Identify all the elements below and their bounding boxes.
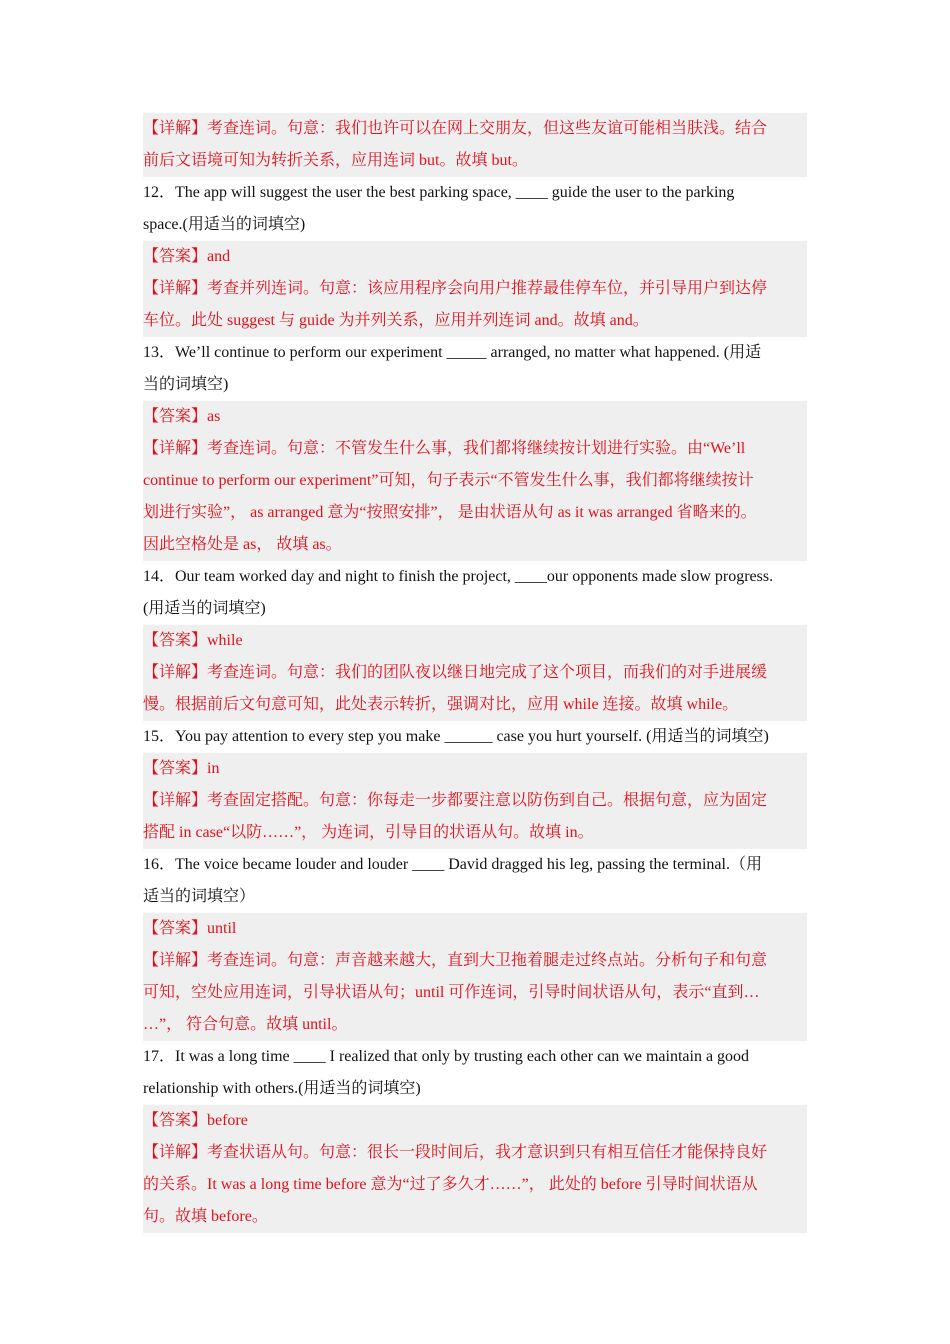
- answer-line: 【答案】in: [143, 760, 220, 777]
- answer-line: 【答案】until: [143, 920, 237, 937]
- question-15: [143, 721, 807, 753]
- explanation-line: 【详解】考查连词。句意：不管发生什么事，我们都将继续按计划进行实验。由“We’ll: [143, 440, 746, 457]
- answer-line: 【答案】as: [143, 408, 221, 425]
- document-page: [143, 113, 807, 1233]
- question-16: [143, 849, 807, 913]
- question-text-line: 当的词填空): [143, 376, 229, 393]
- question-text-line: 12．The app will suggest the user the best parking space, ____ guide the user to the parking: [143, 184, 735, 201]
- explanation-line: 前后文语境可知为转折关系，应用连词 but。故填 but。: [143, 152, 528, 169]
- question-text-line: 13．We’ll continue to perform our experiment _____ arranged, no matter what happened. (用适: [143, 344, 762, 361]
- question-text-line: 16．The voice became louder and louder ____ David dragged his leg, passing the terminal.（用: [143, 856, 762, 873]
- explanation-block-11: [143, 113, 807, 177]
- question-12: [143, 177, 807, 241]
- question-text-line: 适当的词填空）: [143, 888, 256, 905]
- explanation-line: 的关系。It was a long time before 意为“过了多久才……”， 此处的 before 引导时间状语从: [143, 1176, 758, 1193]
- answer-block-13: [143, 401, 807, 561]
- answer-line: 【答案】before: [143, 1112, 248, 1129]
- answer-line: 【答案】while: [143, 632, 243, 649]
- explanation-line: 慢。根据前后文句意可知，此处表示转折，强调对比，应用 while 连接。故填 while。: [143, 696, 739, 713]
- explanation-line: 划进行实验”， as arranged 意为“按照安排”， 是由状语从句 as it was arranged 省略来的。: [143, 504, 757, 521]
- explanation-line: 【详解】考查连词。句意：声音越来越大，直到大卫拖着腿走过终点站。分析句子和句意: [143, 952, 768, 969]
- answer-block-12: [143, 241, 807, 337]
- explanation-line: 【详解】考查连词。句意：我们也许可以在网上交朋友，但这些友谊可能相当肤浅。结合: [143, 120, 768, 137]
- question-14: [143, 561, 807, 625]
- explanation-line: 【详解】考查固定搭配。句意：你每走一步都要注意以防伤到自己。根据句意，应为固定: [143, 792, 768, 809]
- explanation-line: …”， 符合句意。故填 until。: [143, 1016, 348, 1033]
- explanation-line: 可知，空处应用连词，引导状语从句；until 可作连词，引导时间状语从句，表示“直到…: [143, 984, 760, 1001]
- explanation-line: 车位。此处 suggest 与 guide 为并列关系，应用并列连词 and。故填 and。: [143, 312, 649, 329]
- question-17: [143, 1041, 807, 1105]
- answer-line: 【答案】and: [143, 248, 231, 265]
- explanation-line: 因此空格处是 as， 故填 as。: [143, 536, 342, 553]
- question-text-line: relationship with others.(用适当的词填空): [143, 1080, 421, 1097]
- explanation-line: 【详解】考查并列连词。句意：该应用程序会向用户推荐最佳停车位，并引导用户到达停: [143, 280, 768, 297]
- explanation-line: 【详解】考查连词。句意：我们的团队夜以继日地完成了这个项目，而我们的对手进展缓: [143, 664, 768, 681]
- explanation-line: 搭配 in case“以防……”， 为连词，引导目的状语从句。故填 in。: [143, 824, 594, 841]
- question-text-line: 15．You pay attention to every step you make ______ case you hurt yourself. (用适当的词填空): [143, 728, 769, 745]
- explanation-line: 【详解】考查状语从句。句意：很长一段时间后，我才意识到只有相互信任才能保持良好: [143, 1144, 768, 1161]
- question-text-line: 17．It was a long time ____ I realized that only by trusting each other can we maintain a good: [143, 1048, 750, 1065]
- answer-block-15: [143, 753, 807, 849]
- explanation-line: continue to perform our experiment”可知，句子表示“不管发生什么事，我们都将继续按计: [143, 472, 754, 489]
- answer-block-17: [143, 1105, 807, 1233]
- answer-block-16: [143, 913, 807, 1041]
- answer-block-14: [143, 625, 807, 721]
- question-13: [143, 337, 807, 401]
- question-text-line: 14．Our team worked day and night to finish the project, ____our opponents made slow progress.: [143, 568, 774, 585]
- question-text-line: space.(用适当的词填空): [143, 216, 306, 233]
- question-text-line: (用适当的词填空): [143, 600, 266, 617]
- explanation-line: 句。故填 before。: [143, 1208, 268, 1225]
